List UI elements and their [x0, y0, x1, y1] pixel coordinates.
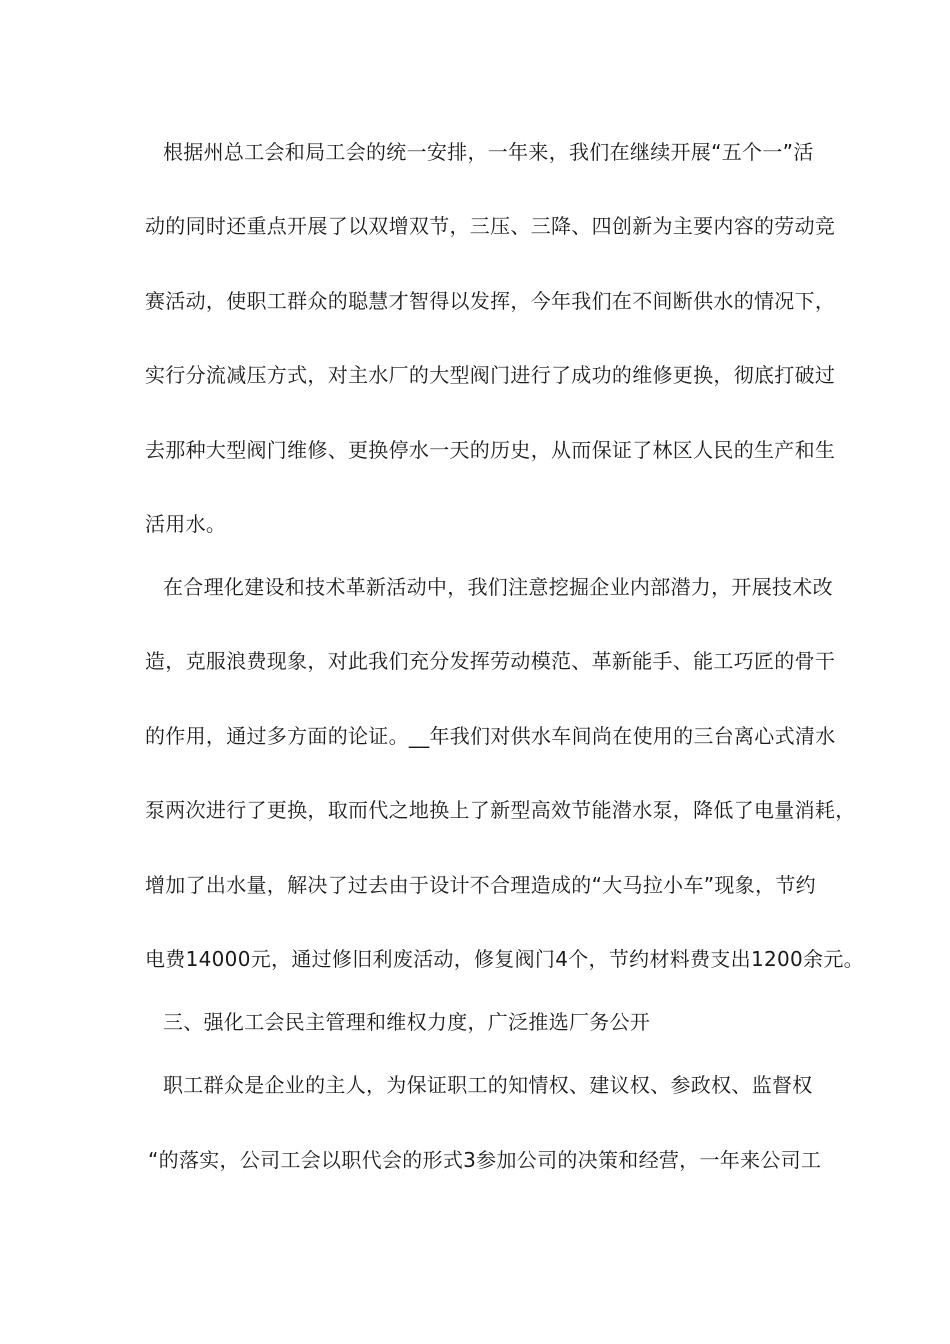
paragraph-3-line-2: “的落实，公司工会以职代会的形式3参加公司的决策和经营，一年来公司工 — [148, 1148, 822, 1172]
paragraph-1-line-1: 根据州总工会和局工会的统一安排，一年来，我们在继续开展“五个一”活 — [163, 140, 814, 164]
paragraph-2-line-6: 电费14000元，通过修旧利废活动，修复阀门4个，节约材料费支出1200余元。 — [145, 947, 864, 971]
paragraph-1-line-6: 活用水。 — [145, 512, 227, 536]
paragraph-1-line-3: 赛活动，使职工群众的聪慧才智得以发挥，今年我们在不间断供水的情况下， — [145, 289, 836, 313]
section-heading: 三、强化工会民主管理和维权力度，广泛推选厂务公开 — [163, 1010, 651, 1034]
paragraph-2-line-4: 泵两次进行了更换，取而代之地换上了新型高效节能潜水泵，降低了电量消耗， — [145, 798, 856, 822]
paragraph-1-line-5: 去那种大型阀门维修、更换停水一天的历史，从而保证了林区人民的生产和生 — [145, 438, 836, 462]
paragraph-2-line-5: 增加了出水量，解决了过去由于设计不合理造成的“大马拉小车”现象，节约 — [145, 873, 816, 897]
paragraph-2-line-2: 造，克服浪费现象，对此我们充分发挥劳动模范、革新能手、能工巧匠的骨干 — [145, 649, 836, 673]
paragraph-1-line-4: 实行分流减压方式，对主水厂的大型阀门进行了成功的维修更换，彻底打破过 — [145, 363, 836, 387]
paragraph-2-line-1: 在合理化建设和技术革新活动中，我们注意挖掘企业内部潜力，开展技术改 — [163, 575, 833, 599]
paragraph-1-line-2: 动的同时还重点开展了以双增双节，三压、三降、四创新为主要内容的劳动竞 — [145, 214, 836, 238]
paragraph-2-line-3: 的作用，通过多方面的论证。__年我们对供水车间尚在使用的三台离心式清水 — [145, 724, 836, 748]
paragraph-3-line-1: 职工群众是企业的主人，为保证职工的知情权、建议权、参政权、监督权 — [163, 1073, 813, 1097]
